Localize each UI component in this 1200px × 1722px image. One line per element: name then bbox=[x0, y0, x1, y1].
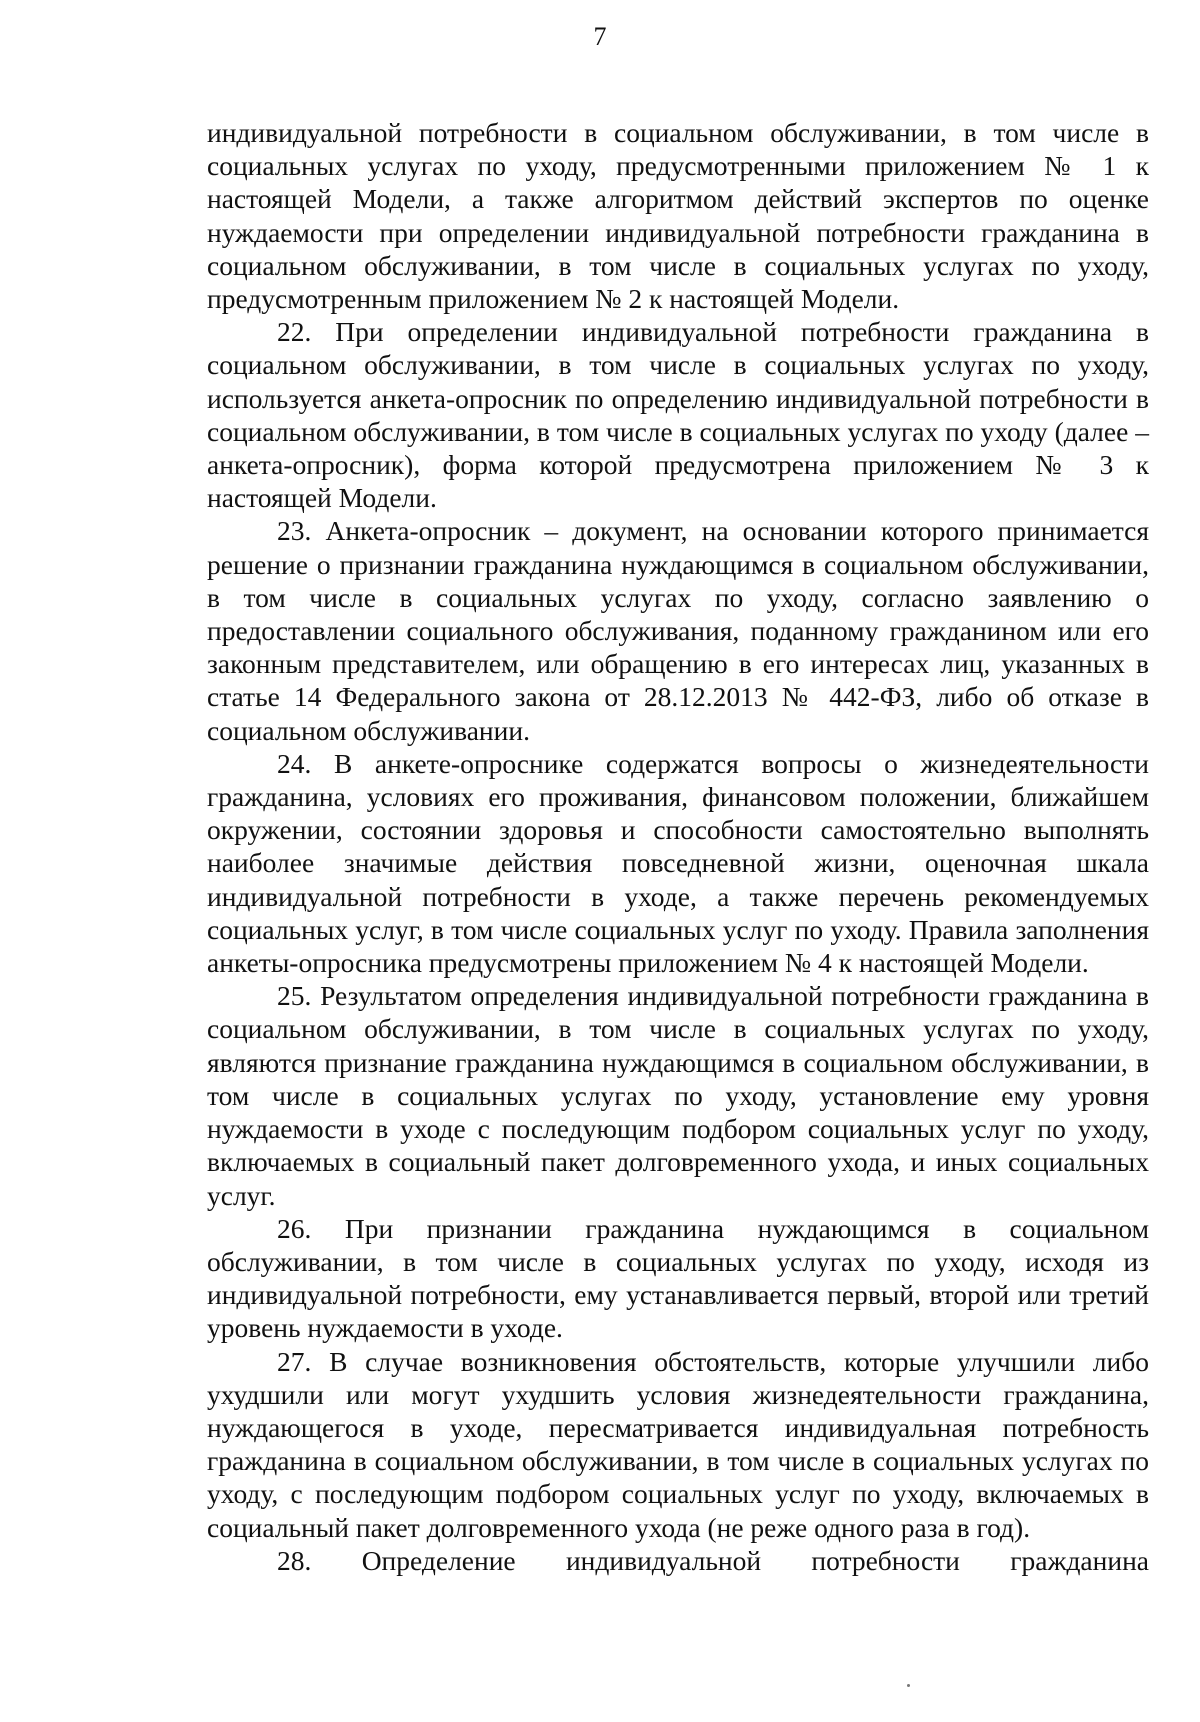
paragraph-23: 23. Анкета-опросник – документ, на основании которого принимается решение о признании гражданина нуждающимся в социальном обслуживании, в том числе в социальных услугах по уходу, согласно заявлению о предоставлении социального обслуживания, поданному гражданином или его законным представителем, или обращению в его интересах лиц, указанных в статье 14 Федерального закона от 28.12.2013 № 442-ФЗ, либо об отказе в социальном обслуживании. bbox=[207, 515, 1149, 746]
scan-speck bbox=[907, 1684, 910, 1687]
paragraph-28-start bbox=[207, 1544, 1149, 1577]
paragraph-22: 22. При определении индивидуальной потребности гражданина в социальном обслуживании, в том числе в социальных услугах по уходу, используется анкета-опросник по определению индивидуальной потребности в социальном обслуживании, в том числе в социальных услугах по уходу (далее – анкета-опросник), форма которой предусмотрена приложением № 3 к настоящей Модели. bbox=[207, 316, 1149, 514]
page-number: 7 bbox=[593, 22, 607, 51]
paragraph-21-continuation: индивидуальной потребности в социальном обслуживании, в том числе в социальных услугах по уходу, предусмотренными приложением № 1 к настоящей Модели, а также алгоритмом действий экспертов по оценке нуждаемости при определении индивидуальной потребности гражданина в социальном обслуживании, в том числе в социальных услугах по уходу, предусмотренным приложением № 2 к настоящей Модели. bbox=[207, 117, 1149, 315]
paragraph-27: 27. В случае возникновения обстоятельств, которые улучшили либо ухудшили или могут ухудшить условия жизнедеятельности гражданина, нуждающегося в уходе, пересматривается индивидуальная потребность гражданина в социальном обслуживании, в том числе в социальных услугах по уходу, с последующим подбором социальных услуг по уходу, включаемых в социальный пакет долговременного ухода (не реже одного раза в год). bbox=[207, 1345, 1149, 1543]
paragraph-28-text: 28. Определение индивидуальной потребности гражданина bbox=[277, 1544, 1149, 1576]
document-body bbox=[207, 116, 1149, 1577]
paragraph-26: 26. При признании гражданина нуждающимся в социальном обслуживании, в том числе в социальных услугах по уходу, исходя из индивидуальной потребности, ему устанавливается первый, второй или третий уровень нуждаемости в уходе. bbox=[207, 1212, 1149, 1344]
paragraph-24: 24. В анкете-опроснике содержатся вопросы о жизнедеятельности гражданина, условиях его проживания, финансовом положении, ближайшем окружении, состоянии здоровья и способности самостоятельно выполнять наиболее значимые действия повседневной жизни, оценочная шкала индивидуальной потребности в уходе, а также перечень рекомендуемых социальных услуг, в том числе социальных услуг по уходу. Правила заполнения анкеты-опросника предусмотрены приложением № 4 к настоящей Модели. bbox=[207, 747, 1149, 979]
paragraph-25: 25. Результатом определения индивидуальной потребности гражданина в социальном обслуживании, в том числе в социальных услугах по уходу, являются признание гражданина нуждающимся в социальном обслуживании, в том числе в социальных услугах по уходу, установление ему уровня нуждаемости в уходе с последующим подбором социальных услуг по уходу, включаемых в социальный пакет долговременного ухода, и иных социальных услуг. bbox=[207, 980, 1149, 1211]
